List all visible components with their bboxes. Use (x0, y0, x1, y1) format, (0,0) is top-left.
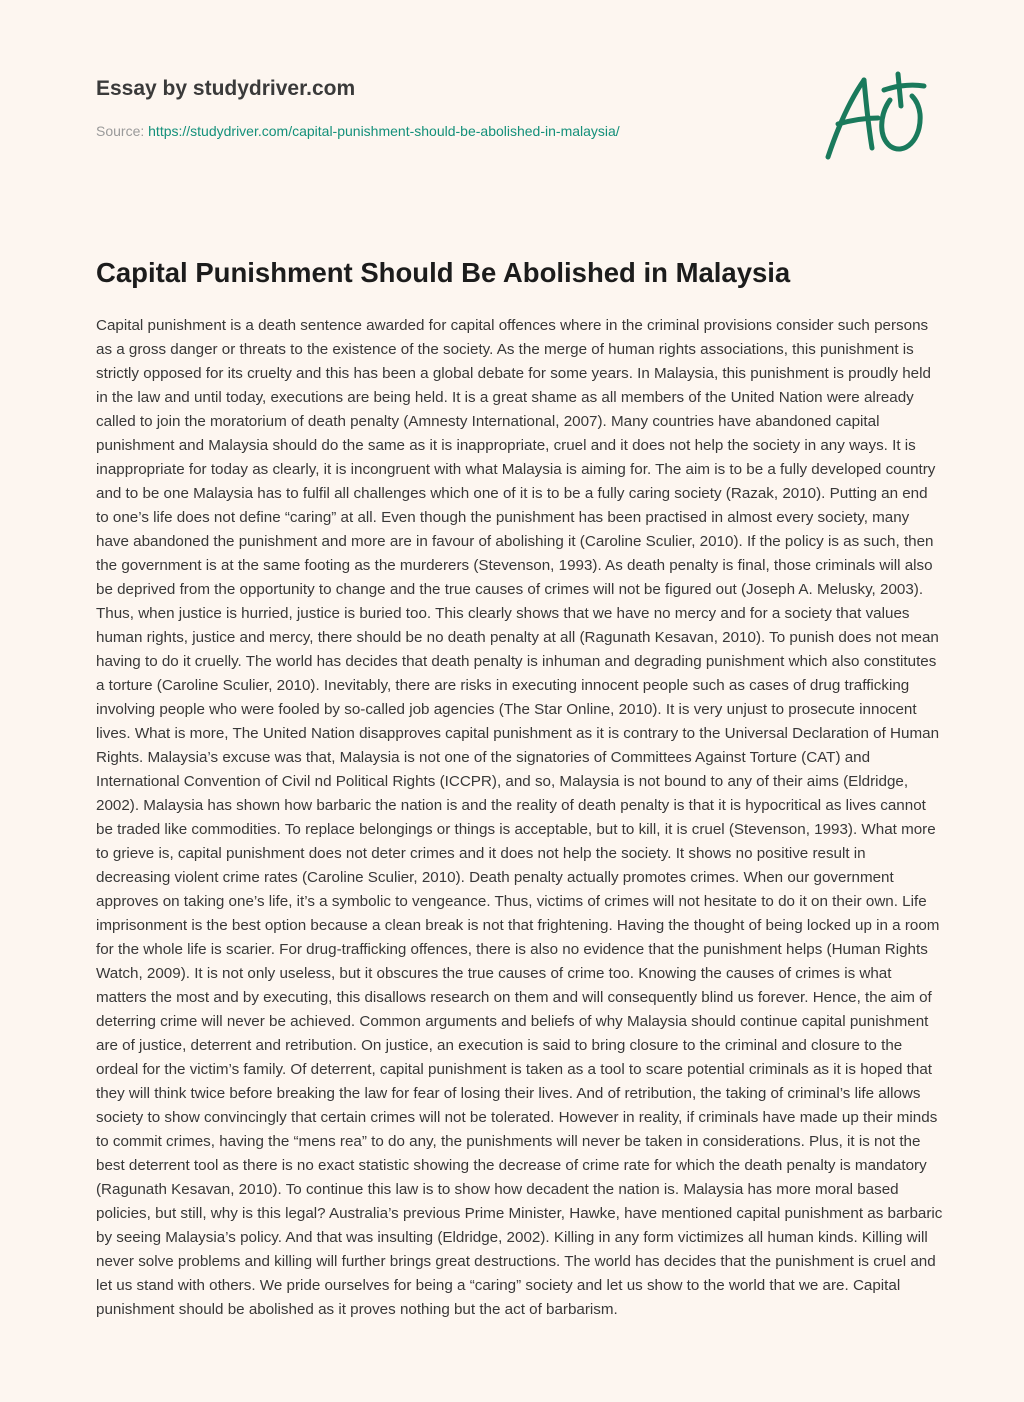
a-plus-logo-icon (818, 62, 934, 168)
essay-title: Capital Punishment Should Be Abolished in Malaysia (96, 257, 791, 288)
site-brand: Essay by studydriver.com (96, 77, 356, 100)
source-label: Source: (96, 123, 149, 139)
source-link[interactable]: https://studydriver.com/capital-punishment-should-be-abolished-in-malaysia/ (148, 123, 620, 139)
source-line (96, 122, 620, 140)
essay-body: Capital punishment is a death sentence awarded for capital offences where in the criminal provisions consider such persons as a gross danger or threats to the existence of the society. As the merge of human rights associations, this punishment is strictly opposed for its cruelty and this has been a global debate for some years. In Malaysia, this punishment is proudly held in the law and until today, executions are being held. It is a great shame as all members of the United Nation were already called to join the moratorium of death penalty (Amnesty International, 2007). Many countries have abandoned capital punishment and Malaysia should do the same as it is inappropriate, cruel and it does not help the society in any ways. It is inappropriate for today as clearly, it is incongruent with what Malaysia is aiming for. The aim is to be a fully developed country and to be one Malaysia has to fulfil all challenges which one of it is to be a fully caring society (Razak, 2010). Putting an end to one’s life does not define “caring” at all. Even though the punishment has been practised in almost every society, many have abandoned the punishment and more are in favour of abolishing it (Caroline Sculier, 2010). If the policy is as such, then the government is at the same footing as the murderers (Stevenson, 1993). As death penalty is final, those criminals will also be deprived from the opportunity to change and the true causes of crimes will not be figured out (Joseph A. Melusky, 2003). Thus, when justice is hurried, justice is buried too. This clearly shows that we have no mercy and for a society that values human rights, justice and mercy, there should be no death penalty at all (Ragunath Kesavan, 2010). To punish does not mean having to do it cruelly. The world has decides that death penalty is inhuman and degrading punishment which also constitutes a torture (Caroline Sculier, 2010). Inevitably, there are risks in executing innocent people such as cases of drug trafficking involving people who were fooled by so-called job agencies (The Star Online, 2010). It is very unjust to prosecute innocent lives. What is more, The United Nation disapproves capital punishment as it is contrary to the Universal Declaration of Human Rights. Malaysia’s excuse was that, Malaysia is not one of the signatories of Committees Against Torture (CAT) and International Convention of Civil nd Political Rights (ICCPR), and so, Malaysia is not bound to any of their aims (Eldridge, 2002). Malaysia has shown how barbaric the nation is and the reality of death penalty is that it is hypocritical as lives cannot be traded like commodities. To replace belongings or things is acceptable, but to kill, it is cruel (Stevenson, 1993). What more to grieve is, capital punishment does not deter crimes and it does not help the society. It shows no positive result in decreasing violent crime rates (Caroline Sculier, 2010). Death penalty actually promotes crimes. When our government approves on taking one’s life, it’s a symbolic to vengeance. Thus, victims of crimes will not hesitate to do it on their own. Life imprisonment is the best option because a clean break is not that frightening. Having the thought of being locked up in a room for the whole life is scarier. For drug-trafficking offences, there is also no evidence that the punishment helps (Human Rights Watch, 2009). It is not only useless, but it obscures the true causes of crime too. Knowing the causes of crimes is what matters the most and by executing, this disallows research on them and will consequently blind us forever. Hence, the aim of deterring crime will never be achieved. Common arguments and beliefs of why Malaysia should continue capital punishment are of justice, deterrent and retribution. On justice, an execution is said to bring closure to the criminal and closure to the ordeal for the victim’s family. Of deterrent, capital punishment is taken as a tool to scare potential criminals as it is hoped that they will think twice before breaking the law for fear of losing their lives. And of retribution, the taking of criminal’s life allows society to show convincingly that certain crimes will not be tolerated. However in reality, if criminals have made up their minds to commit crimes, having the “mens rea” to do any, the punishments will never be taken in considerations. Plus, it is not the best deterrent tool as there is no exact statistic showing the decrease of crime rate for which the death penalty is mandatory (Ragunath Kesavan, 2010). To continue this law is to show how decadent the nation is. Malaysia has more moral based policies, but still, why is this legal? Australia’s previous Prime Minister, Hawke, have mentioned capital punishment as barbaric by seeing Malaysia’s policy. And that was insulting (Eldridge, 2002). Killing in any form victimizes all human kinds. Killing will never solve problems and killing will further brings great destructions. The world has decides that the punishment is cruel and let us stand with others. We pride ourselves for being a “caring” society and let us show to the world that we are. Capital punishment should be abolished as it proves nothing but the act of barbarism. (96, 317, 943, 1318)
